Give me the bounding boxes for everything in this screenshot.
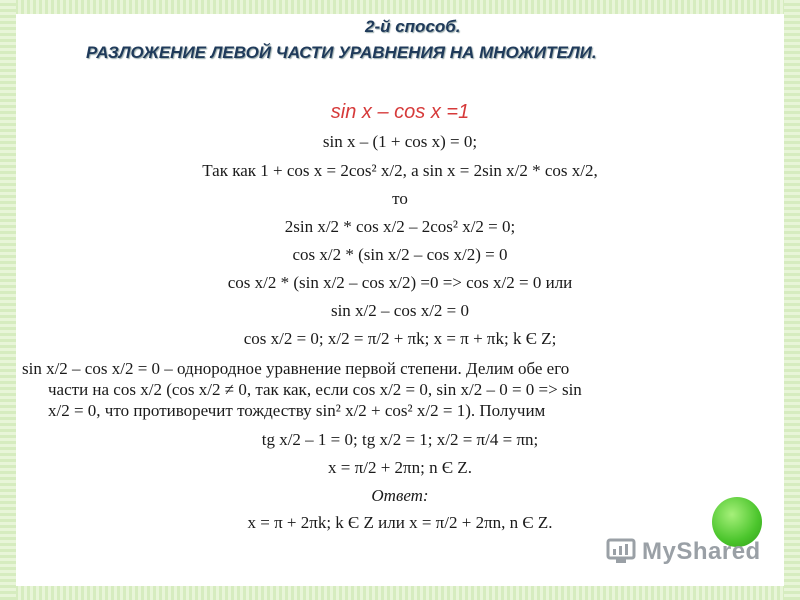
paragraph-line-1: sin x/2 – cos x/2 = 0 – однородное уравнение первой степени. Делим обе его <box>22 359 570 378</box>
border-top <box>0 0 800 14</box>
border-left <box>0 0 16 600</box>
logo-icon <box>606 538 636 566</box>
solution-line-3: то <box>392 189 408 208</box>
method-heading: 2-й способ. <box>365 17 461 36</box>
paragraph-line-2: части на cos x/2 (cos x/2 ≠ 0, так как, если cos x/2 = 0, sin x/2 – 0 = 0 => sin <box>48 380 582 399</box>
border-bottom <box>0 586 800 600</box>
solution-line-7: sin x/2 – cos x/2 = 0 <box>330 301 470 320</box>
solution-line-8: cos x/2 = 0; x/2 = π/2 + πk; x = π + πk; k Є Z; <box>243 329 557 348</box>
solution-line-1: sin x – (1 + cos x) = 0; <box>322 132 478 151</box>
solution-line-9: tg x/2 – 1 = 0; tg x/2 = 1; x/2 = π/4 = πn; <box>261 430 539 449</box>
myshared-logo <box>606 538 761 566</box>
solution-line-4: 2sin x/2 * cos x/2 – 2cos² x/2 = 0; <box>284 217 516 236</box>
solution-line-10: x = π/2 + 2πn; n Є Z. <box>328 458 472 477</box>
solution-line-5: cos x/2 * (sin x/2 – cos x/2) = 0 <box>292 245 508 264</box>
slide-title: РАЗЛОЖЕНИЕ ЛЕВОЙ ЧАСТИ УРАВНЕНИЯ НА МНОЖИТЕЛИ. <box>86 43 597 62</box>
paragraph-line-3: x/2 = 0, что противоречит тождеству sin² x/2 + cos² x/2 = 1). Получим <box>48 401 546 420</box>
solution-line-6: cos x/2 * (sin x/2 – cos x/2) =0 => cos x/2 = 0 или <box>227 273 573 292</box>
main-equation: sin x – cos x =1 <box>330 101 470 123</box>
answer-label: Ответ: <box>371 486 429 505</box>
answer-text: x = π + 2πk; k Є Z или x = π/2 + 2πn, n Є Z. <box>247 513 553 532</box>
logo-text: MyShared <box>642 538 761 565</box>
solution-line-2: Так как 1 + cos x = 2cos² x/2, а sin x = 2sin x/2 * cos x/2, <box>202 161 598 180</box>
explanation-paragraph <box>22 358 762 421</box>
border-right <box>784 0 800 600</box>
